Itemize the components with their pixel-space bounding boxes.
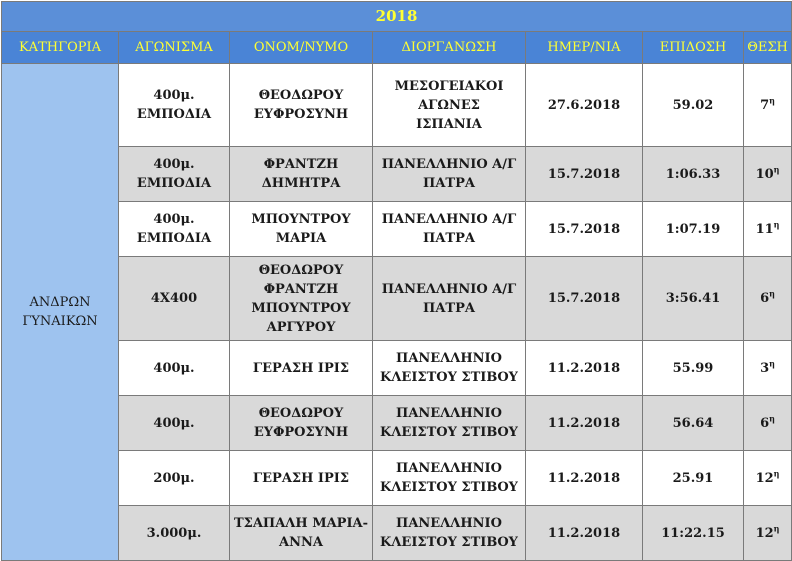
name-cell <box>230 147 373 202</box>
event-cell <box>119 257 230 341</box>
performance-value: 1:06.33 <box>665 166 721 182</box>
organization-cell <box>373 451 526 506</box>
organization-cell <box>373 506 526 561</box>
place-value: 3 <box>760 360 770 376</box>
performance-value: 3:56.41 <box>665 291 721 306</box>
table-row <box>2 257 792 341</box>
organization-cell <box>373 64 526 147</box>
header-name: ΟΝΟΜ/ΝΥΜΟ <box>230 32 373 64</box>
place-suffix: η <box>773 523 780 534</box>
organization-value: ΜΕΣΟΓΕΙΑΚΟΙ ΑΓΩΝΕΣ ΙΣΠΑΝΙΑ <box>394 78 504 132</box>
organization-cell <box>373 396 526 451</box>
date-cell <box>526 202 643 257</box>
name-cell <box>230 451 373 506</box>
organization-cell <box>373 202 526 257</box>
place-suffix: η <box>769 288 775 299</box>
date-value: 15.7.2018 <box>547 291 621 306</box>
place-suffix: η <box>773 219 780 230</box>
date-value: 11.2.2018 <box>547 470 621 486</box>
place-value: 11 <box>755 221 774 237</box>
year-title: 2018 <box>2 2 792 32</box>
name-cell <box>230 257 373 341</box>
name-value: ΘΕΟΔΩΡΟΥ ΕΥΦΡΟΣΥΝΗ <box>253 88 349 122</box>
place-value: 6 <box>760 291 770 306</box>
organization-cell <box>373 147 526 202</box>
place-cell <box>744 257 792 341</box>
category-label: ΑΝΔΡΩΝ ΓΥΝΑΙΚΩΝ <box>22 295 98 329</box>
date-value: 11.2.2018 <box>547 525 621 541</box>
event-cell <box>119 506 230 561</box>
date-cell <box>526 64 643 147</box>
date-cell <box>526 451 643 506</box>
place-cell <box>744 147 792 202</box>
performance-cell <box>643 451 744 506</box>
place-value: 10 <box>755 166 774 182</box>
event-value: 400μ. <box>153 360 195 376</box>
place-suffix: η <box>769 358 775 369</box>
performance-value: 11:22.15 <box>661 525 725 541</box>
performance-value: 56.64 <box>672 415 714 431</box>
name-cell <box>230 202 373 257</box>
name-value: ΓΕΡΑΣΗ ΙΡΙΣ <box>252 470 350 486</box>
place-cell <box>744 64 792 147</box>
performance-cell <box>643 202 744 257</box>
place-cell <box>744 396 792 451</box>
place-value: 12 <box>755 525 774 541</box>
date-value: 27.6.2018 <box>547 97 621 113</box>
year-row <box>2 2 792 32</box>
name-cell <box>230 506 373 561</box>
organization-value: ΠΑΝΕΛΛΗΝΙΟ Α/Γ ΠΑΤΡΑ <box>381 281 517 316</box>
performance-value: 55.99 <box>672 360 714 376</box>
name-value: ΓΕΡΑΣΗ ΙΡΙΣ <box>252 360 350 376</box>
event-cell <box>119 341 230 396</box>
results-table <box>1 1 792 561</box>
performance-value: 25.91 <box>672 470 714 486</box>
event-value: 400μ. ΕΜΠΟΔΙΑ <box>136 88 212 122</box>
organization-value: ΠΑΝΕΛΛΗΝΙΟ Α/Γ ΠΑΤΡΑ <box>381 212 517 246</box>
event-value: 400μ. <box>153 415 195 431</box>
performance-cell <box>643 257 744 341</box>
table-row <box>2 341 792 396</box>
table-row <box>2 64 792 147</box>
place-cell <box>744 506 792 561</box>
date-value: 11.2.2018 <box>547 415 621 431</box>
table-row <box>2 506 792 561</box>
event-cell <box>119 64 230 147</box>
event-cell <box>119 202 230 257</box>
place-value: 12 <box>755 470 774 486</box>
event-value: 400μ. ΕΜΠΟΔΙΑ <box>136 212 212 246</box>
name-cell <box>230 64 373 147</box>
performance-cell <box>643 506 744 561</box>
place-cell <box>744 341 792 396</box>
name-value: ΘΕΟΔΩΡΟΥ ΦΡΑΝΤΖΗ ΜΠΟΥΝΤΡΟΥ ΑΡΓΥΡΟΥ <box>251 262 351 335</box>
header-date: ΗΜΕΡ/ΝΙΑ <box>526 32 643 64</box>
organization-cell <box>373 257 526 341</box>
table-row <box>2 202 792 257</box>
place-value: 6 <box>760 415 770 431</box>
date-value: 15.7.2018 <box>547 166 621 182</box>
date-value: 11.2.2018 <box>547 360 621 376</box>
header-event: ΑΓΩΝΙΣΜΑ <box>119 32 230 64</box>
name-value: ΦΡΑΝΤΖΗ ΔΗΜΗΤΡΑ <box>261 157 341 191</box>
table-row <box>2 396 792 451</box>
organization-value: ΠΑΝΕΛΛΗΝΙΟ Α/Γ ΠΑΤΡΑ <box>381 157 517 191</box>
place-suffix: η <box>769 95 775 106</box>
header-row <box>2 32 792 64</box>
date-cell <box>526 396 643 451</box>
event-cell <box>119 147 230 202</box>
name-value: ΜΠΟΥΝΤΡΟΥ ΜΑΡΙΑ <box>251 212 351 246</box>
performance-cell <box>643 147 744 202</box>
performance-value: 1:07.19 <box>665 221 721 237</box>
category-cell <box>2 64 119 561</box>
place-suffix: η <box>773 468 780 479</box>
date-cell <box>526 506 643 561</box>
performance-cell <box>643 341 744 396</box>
place-cell <box>744 451 792 506</box>
organization-value: ΠΑΝΕΛΛΗΝΙΟ ΚΛΕΙΣΤΟΥ ΣΤΙΒΟΥ <box>380 516 518 550</box>
performance-cell <box>643 64 744 147</box>
place-value: 7 <box>760 97 770 113</box>
table-row <box>2 147 792 202</box>
date-value: 15.7.2018 <box>547 221 621 237</box>
header-place: ΘΕΣΗ <box>744 32 792 64</box>
name-value: ΘΕΟΔΩΡΟΥ ΕΥΦΡΟΣΥΝΗ <box>253 406 349 440</box>
name-cell <box>230 396 373 451</box>
event-value: 200μ. <box>153 470 195 486</box>
place-suffix: η <box>769 413 775 424</box>
performance-cell <box>643 396 744 451</box>
header-category: ΚΑΤΗΓΟΡΙΑ <box>2 32 119 64</box>
organization-value: ΠΑΝΕΛΛΗΝΙΟ ΚΛΕΙΣΤΟΥ ΣΤΙΒΟΥ <box>380 406 518 440</box>
organization-value: ΠΑΝΕΛΛΗΝΙΟ ΚΛΕΙΣΤΟΥ ΣΤΙΒΟΥ <box>380 351 518 385</box>
event-cell <box>119 451 230 506</box>
date-cell <box>526 257 643 341</box>
place-cell <box>744 202 792 257</box>
event-cell <box>119 396 230 451</box>
header-organization: ΔΙΟΡΓΑΝΩΣΗ <box>373 32 526 64</box>
event-value: 4Χ400 <box>150 291 198 306</box>
date-cell <box>526 147 643 202</box>
event-value: 3.000μ. <box>146 525 202 541</box>
header-performance: ΕΠΙΔΟΣΗ <box>643 32 744 64</box>
organization-value: ΠΑΝΕΛΛΗΝΙΟ ΚΛΕΙΣΤΟΥ ΣΤΙΒΟΥ <box>380 461 518 495</box>
organization-cell <box>373 341 526 396</box>
place-suffix: η <box>773 164 780 175</box>
name-value: ΤΣΑΠΑΛΗ ΜΑΡΙΑ- ΑΝΝΑ <box>233 516 369 550</box>
table-row <box>2 451 792 506</box>
date-cell <box>526 341 643 396</box>
event-value: 400μ. ΕΜΠΟΔΙΑ <box>136 157 212 191</box>
performance-value: 59.02 <box>672 97 714 113</box>
name-cell <box>230 341 373 396</box>
